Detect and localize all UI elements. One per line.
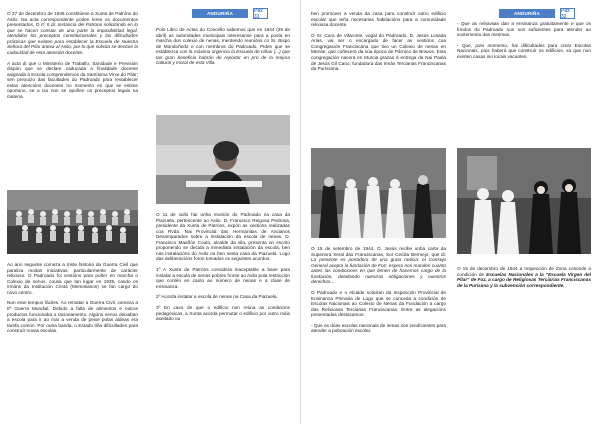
- paragraph: O Padroado e o Alcalde solicitan da Inspección Provincial de Ensinanza Primaria de Lugo que se conceda a condición de Escolas Nacionais ao Colexio de Nenas da Fundación a cargo das Relixiosas Terciarias Franciscanas. Entre as alegacións presentadas destacamos:: [311, 290, 446, 318]
- portrait-photo-icon: [156, 115, 290, 204]
- paragraph: - Que, polo momento, hai dificultades para crear Escolas Nacionais, pois haberá que construír os edificios, xa que non existen casas nin locais vacantes.: [457, 42, 591, 59]
- paragraph: 1º A Xunta de Patróns considera inaceptable a base para instalar a escola de nenas pobres fronte ao Asilo pola restricción que contén en canto ao número de nenas e a clase de ensinanza.: [156, 267, 290, 289]
- paragraph: O 27 de decembro de 1935 constitúese a Xunta de Patróns do Asilo. Na acta correspondente poden lerse os documentos presentados, O nº 6 di: Instancia del Patrono solicitando en lo que se hacen constar de una parte la imposibilidad legal, atendidos los preceptos constitucionales y las dificultades prácticas que existen para establecer la Escuela de Nuestra Señora del Pilar anexa al Asilo, por lo que solicita se declare la caducidad de esta atención docente.: [7, 11, 138, 55]
- photo-girls-choir: [7, 190, 138, 254]
- left-col1-top: [7, 11, 138, 105]
- right-page: [300, 0, 600, 424]
- paragraph: Ao ano seguinte comeza a triste historia da Guerra Civil que paraliza moitas iniciativas, particularmente de carácter relixioso. O Padroado foi xestións para poñer en marcha o Colexio de nenos, cousa que tan lugar en 1939, cando os irmáns da Institución Cristá (Menesianos) se fan cargo do novo centro.: [7, 262, 138, 295]
- paragraph: O Sr. Cura de Vilaronte, vogal do Padroado, D. Jesús Losada Arias, vai ser o encargado de facer as xestións coa Congregación Franciscana que tivo un Colexio de nenas en Meiráe, que coñecera da súa época de Párroco de Bravos. Esta congregación nacera en Murcia grazas á entrega da Nai Paula de Jesús Gil Cano, fundadora das Irmás Terciarias Franciscanas da Puríssima.: [311, 32, 446, 72]
- left-col2-top: [156, 27, 290, 71]
- paragraph: 2º Acorda instalar a escola de nenas na Casa da Piazuela.: [156, 294, 278, 300]
- photo-nuns-children: [457, 148, 591, 254]
- photo-nuns-procession: [311, 148, 446, 238]
- paragraph: O 15 de setembro de 1944, D. Jesús recibe unha carta da Superiora Xeral das Franciscanas, Sor Cecilia Bermejo, que di: La presente es portadora de una grata noticia: el Consejo General acepta la fundación de Foz; espero nos manden cuanto antes las condiciones en que tienen de hacernos cargo de la fundación, detallando nuestras obligaciones y nuestros derechos…: [311, 246, 446, 285]
- group-photo-icon: [457, 148, 591, 254]
- left-col2-bottom: [156, 212, 290, 327]
- paragraph: - Que as relixiosas dan a ensinanza gratuitamente e que os fondos do Padroado non son suficientes para atender ao sostemento das mesmas.: [457, 21, 591, 38]
- group-photo-icon: [311, 148, 446, 238]
- photo-woman-portrait: [156, 115, 290, 204]
- paragraph: O 15 de decembro de 1944 a Inspección de Zona concede a condición de Escuelas Nacionales a la "Escuela Virgen del Pilar" de Foz, a cargo de Religiosas Terciarias Franciscanas de la Purísima y la subvención correspondiente.: [457, 266, 592, 288]
- paragraph: Non eran tempos fáciles. Ao rematar a Guerra Civil, comeza a IIª Guerra Mundial. Debido a falta de alimentos e outros productos funcionaba o racionamento. Algúns nenos deixaban a escola para ir ao mar a venda de peixe polas aldeas era tarefa común. Por outra banda, o Estado tiña dificultades para construír novas escolas.: [7, 300, 138, 334]
- left-banner: ANDURIÑA: [192, 9, 248, 18]
- paragraph: O 11 de xullo hai unha reunión do Padroado na casa da Piazuela, pertencente ao Asilo. D. Francisco Reigosa Pedrosa, presidente da Xunta de Patróns, expón as xestións realizadas coa Rvda. Nai Provincial das Hermanitas de Ancianos Desamparados sobre a instalación da escola de nenas. D. Francisco Maañón Couto, alcalde da vila, presenta un escrito proponendo se decida a inmediata instalación da escola, ben nas instalacións do Asilo ou ben nesta casa da Piazuela. Logo das deliberacións foron tomados os seguintes acordos:: [156, 212, 290, 262]
- right-col2-top: [457, 21, 591, 65]
- right-page-number: Pax 32: [560, 8, 575, 19]
- paragraph: - Que as dúas escolas nacionais de nenas son insuficientes para atender a poboación escolar.: [311, 322, 446, 334]
- group-photo-icon: [7, 190, 138, 254]
- left-page-number: Pax 31: [253, 8, 268, 19]
- paragraph: 3º En caso de que o edificio non reúna as condicións pedagóxicas, a Xunta acorda permutar o edificio por outro máis axeitado ou: [156, 305, 290, 322]
- right-col1-top: [311, 11, 446, 77]
- right-banner: ANDURIÑA: [499, 9, 555, 18]
- paragraph: Polo Libro de Actas do Concello sabemos que en 1944 (29 de abril) as autoridades municipais interesanse para a posta en marcha dun colexio de nenas, mentendo reunións co Sr. Bispo de Mondoñedo e con membros do Padroado. Piden que se establezca con la máxima urgencia la Escuela de niñas (...) que tan gran beneficio habrán de reportar en pro de la mejora cultural y moral de esta Villa.: [156, 27, 290, 66]
- right-col1-bottom: [311, 246, 446, 339]
- right-col2-bottom: [457, 266, 591, 293]
- paragraph: ben promover a venda da casa para construír outro edificio escolar que teña necesarias habitacións para a comunidade relixiosa docente.: [311, 11, 446, 28]
- left-col1-bottom: [7, 262, 138, 339]
- paragraph: A acta di que o Ministerio de Traballo, Sanidade e Previsión dispón que se declare caducada a finalidade docente asignada á Escola comprendemos da Santísima Virxe do Pilar; sen prexuizo das facultades do Padroado para restablecer estas atencións docentes no momento en que se estime oportuno, se a iso non se opoñen os preceptos legais na materia.: [7, 60, 138, 99]
